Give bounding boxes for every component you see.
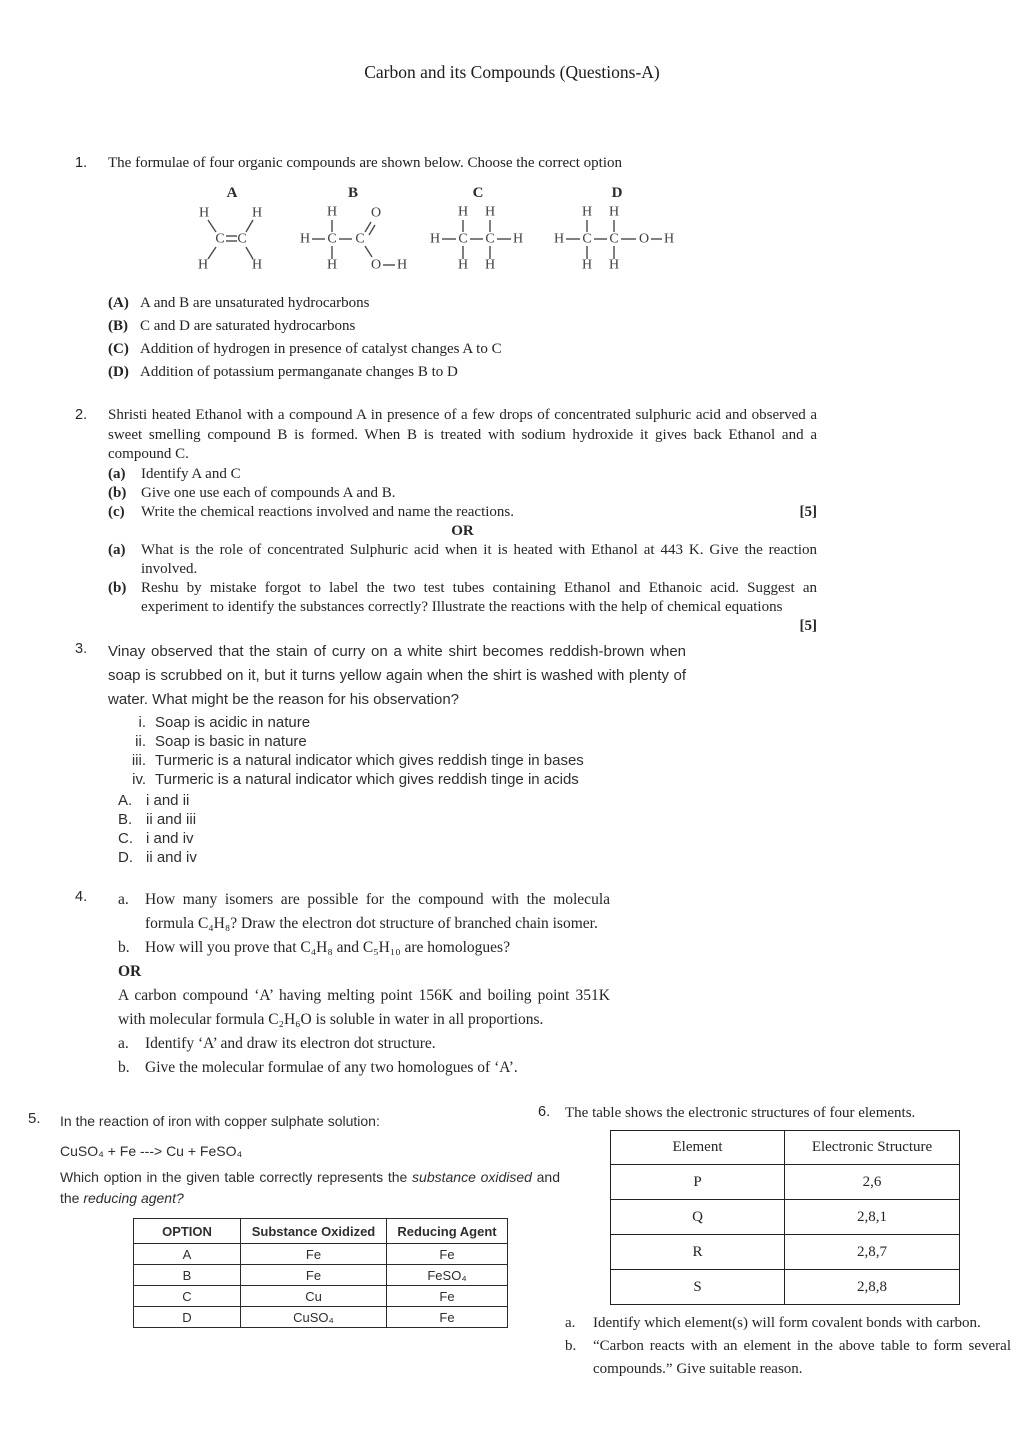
svg-text:B: B <box>347 185 359 201</box>
sub-text: Identify A and C <box>141 465 241 482</box>
svg-text:H: H <box>198 205 210 221</box>
svg-text:C: C <box>237 231 247 247</box>
electronic-structure-table <box>610 1130 960 1305</box>
question-2 <box>75 406 817 636</box>
table-cell: 2,8,1 <box>785 1200 960 1235</box>
sub-text: Identify ‘A’ and draw its electron dot structure. <box>145 1035 436 1052</box>
table-row <box>611 1165 960 1200</box>
question-6-number: 6. <box>538 1104 551 1120</box>
question-1-header <box>75 155 815 172</box>
svg-text:C: C <box>327 231 337 247</box>
question-3-options <box>108 791 686 867</box>
option-row <box>108 810 686 829</box>
sub-letter: (a) <box>108 541 126 558</box>
svg-text:H: H <box>608 204 620 220</box>
table-row <box>611 1270 960 1305</box>
sub-text: Give one use each of compounds A and B. <box>141 484 396 501</box>
option-letter: D. <box>118 849 133 866</box>
sub-text: How will you prove that C₄H₈ and C₅H₁₀ are homologues? <box>145 939 510 956</box>
table-cell: FeSO₄ <box>387 1265 508 1286</box>
option-text: ii and iii <box>146 811 197 828</box>
statement-text: Turmeric is a natural indicator which gives reddish tinge in bases <box>155 752 584 769</box>
table-cell: Fe <box>387 1244 508 1265</box>
question-3 <box>75 640 686 867</box>
statement-label: iv. <box>132 771 146 788</box>
svg-text:H: H <box>457 204 469 220</box>
option-letter: A. <box>118 792 133 809</box>
svg-text:H: H <box>326 257 338 273</box>
table-cell: 2,6 <box>785 1165 960 1200</box>
option-letter: (A) <box>108 295 129 311</box>
sub-letter: (b) <box>108 484 127 501</box>
option-text: i and iv <box>146 830 194 847</box>
question-6-intro: The table shows the electronic structures of four elements. <box>565 1105 916 1121</box>
table-header-cell: OPTION <box>134 1219 241 1244</box>
option-text: A and B are unsaturated hydrocarbons <box>140 295 370 311</box>
sub-text: How many isomers are possible for the compound with the molecula formula C₄H₈? Draw the electron dot structure of branched chain isomer. <box>145 891 610 932</box>
question-3-number: 3. <box>75 641 88 657</box>
question-1-options <box>108 292 808 384</box>
svg-text:C: C <box>472 185 484 201</box>
svg-text:H: H <box>197 257 209 273</box>
question-4-or-body: A carbon compound ‘A’ having melting point 156K and boiling point 351K with molecular formula C₂H₆O is soluble in water in all proportions. <box>118 987 610 1028</box>
page-title: Carbon and its Compounds (Questions-A) <box>364 62 660 82</box>
statement-text: Soap is acidic in nature <box>155 714 311 731</box>
question-4 <box>75 888 610 1080</box>
table-cell: Fe <box>241 1244 387 1265</box>
sub-letter: a. <box>118 1035 129 1052</box>
question-5-question <box>60 1167 560 1209</box>
sub-text: Give the molecular formulae of any two homologues of ‘A’. <box>145 1059 518 1076</box>
option-row <box>108 848 686 867</box>
sub-question <box>565 1335 1011 1381</box>
table-cell: Fe <box>241 1265 387 1286</box>
table-row <box>611 1235 960 1270</box>
sub-question <box>118 888 610 936</box>
sub-question <box>118 1032 610 1056</box>
option-text: Addition of hydrogen in presence of catalyst changes A to C <box>140 341 502 357</box>
svg-text:H: H <box>299 231 311 247</box>
svg-text:D: D <box>611 185 623 201</box>
statement-row <box>108 770 686 789</box>
question-5-question-italic2: reducing agent? <box>83 1190 184 1206</box>
question-3-body: Vinay observed that the stain of curry on a white shirt becomes reddish-brown when soap is scrubbed on it, but it turns yellow again when the shirt is washed with plenty of water. What might be the reason for his observation? <box>108 643 686 708</box>
sub-letter: (c) <box>108 503 125 520</box>
question-3-statements <box>108 713 686 789</box>
svg-text:C: C <box>582 231 592 247</box>
sub-letter: (b) <box>108 579 127 596</box>
statement-label: ii. <box>135 733 146 750</box>
table-cell: Fe <box>387 1286 508 1307</box>
organic-structures-diagram <box>180 180 700 285</box>
table-header-cell: Element <box>611 1131 785 1165</box>
sub-letter: (a) <box>108 465 126 482</box>
table-row <box>611 1200 960 1235</box>
question-6-subquestions <box>565 1312 1011 1381</box>
svg-text:H: H <box>251 205 263 221</box>
question-5-number: 5. <box>28 1110 41 1127</box>
svg-text:O: O <box>370 205 382 221</box>
or-separator: OR <box>118 963 142 980</box>
option-row <box>108 361 808 384</box>
svg-text:H: H <box>484 257 496 273</box>
sub-text: What is the role of concentrated Sulphuric acid when it is heated with Ethanol at 443 K. Give the reaction involved. <box>141 541 817 577</box>
table-row <box>134 1307 508 1328</box>
sub-question <box>108 541 817 579</box>
table-cell: C <box>134 1286 241 1307</box>
option-letter: B. <box>118 811 133 828</box>
statement-row <box>108 751 686 770</box>
question-5-question-pre: Which option in the given table correctly represents the <box>60 1169 413 1185</box>
option-row <box>108 292 808 315</box>
chemical-equation: CuSO₄ + Fe ---> Cu + FeSO₄ <box>60 1143 243 1159</box>
table-cell: R <box>611 1235 785 1270</box>
svg-text:O: O <box>638 231 650 247</box>
svg-text:C: C <box>609 231 619 247</box>
option-text: i and ii <box>146 792 190 809</box>
svg-text:H: H <box>512 231 524 247</box>
table-cell: 2,8,8 <box>785 1270 960 1305</box>
sub-question <box>108 484 817 503</box>
sub-text: Identify which element(s) will form covalent bonds with carbon. <box>593 1315 981 1331</box>
svg-text:H: H <box>608 257 620 273</box>
table-row <box>134 1265 508 1286</box>
sub-text: Write the chemical reactions involved and name the reactions. <box>141 503 514 520</box>
sub-letter: a. <box>118 891 129 908</box>
sub-question <box>108 579 817 617</box>
oxidation-table <box>133 1218 508 1328</box>
option-text: ii and iv <box>146 849 197 866</box>
sub-question <box>118 936 610 960</box>
or-separator: OR <box>451 522 474 539</box>
svg-text:H: H <box>663 231 675 247</box>
table-cell: P <box>611 1165 785 1200</box>
question-4-number: 4. <box>75 889 88 905</box>
svg-text:H: H <box>251 257 263 273</box>
svg-text:C: C <box>485 231 495 247</box>
statement-label: i. <box>138 714 146 731</box>
sub-question <box>108 465 817 484</box>
table-cell: 2,8,7 <box>785 1235 960 1270</box>
svg-text:O: O <box>370 257 382 273</box>
table-header-cell: Reducing Agent <box>387 1219 508 1244</box>
question-6 <box>538 1104 1011 1381</box>
question-2-body: Shristi heated Ethanol with a compound A in presence of a few drops of concentrated sulphuric acid and observed a sweet smelling compound B is formed. When B is treated with sodium hydroxide it gives back Ethanol and a compound C. <box>108 407 817 462</box>
table-header-cell: Substance Oxidized <box>241 1219 387 1244</box>
svg-text:C: C <box>458 231 468 247</box>
question-1-number: 1. <box>75 155 88 171</box>
table-cell: Q <box>611 1200 785 1235</box>
option-letter: (D) <box>108 364 129 380</box>
table-cell: A <box>134 1244 241 1265</box>
option-text: Addition of potassium permanganate changes B to D <box>140 364 458 380</box>
option-letter: (B) <box>108 318 128 334</box>
option-text: C and D are saturated hydrocarbons <box>140 318 356 334</box>
sub-letter: b. <box>118 939 130 956</box>
table-header-row <box>611 1131 960 1165</box>
sub-text: “Carbon reacts with an element in the above table to form several compounds.” Give suitable reason. <box>593 1338 1011 1377</box>
svg-text:H: H <box>396 257 408 273</box>
option-letter: C. <box>118 830 133 847</box>
svg-text:H: H <box>581 257 593 273</box>
marks-badge: [5] <box>799 617 817 634</box>
sub-letter: b. <box>565 1338 577 1354</box>
option-row <box>108 338 808 361</box>
option-row <box>108 829 686 848</box>
sub-letter: a. <box>565 1315 576 1331</box>
table-cell: Fe <box>387 1307 508 1328</box>
svg-text:C: C <box>355 231 365 247</box>
svg-text:H: H <box>553 231 565 247</box>
svg-text:H: H <box>326 204 338 220</box>
svg-text:H: H <box>484 204 496 220</box>
table-row <box>134 1286 508 1307</box>
svg-text:H: H <box>429 231 441 247</box>
question-2-number: 2. <box>75 407 88 423</box>
table-cell: B <box>134 1265 241 1286</box>
table-header-row <box>134 1219 508 1244</box>
sub-question <box>118 1056 610 1080</box>
svg-text:A: A <box>226 185 238 201</box>
statement-row <box>108 713 686 732</box>
sub-text: Reshu by mistake forgot to label the two test tubes containing Ethanol and Ethanoic acid. Suggest an experiment to identify the substances correctly? Illustrate the reactions with the help of chemical equations <box>141 579 817 615</box>
table-cell: Cu <box>241 1286 387 1307</box>
option-letter: (C) <box>108 341 129 357</box>
svg-text:H: H <box>457 257 469 273</box>
statement-label: iii. <box>131 752 146 769</box>
option-row <box>108 791 686 810</box>
marks-badge: [5] <box>799 503 817 520</box>
table-cell: CuSO₄ <box>241 1307 387 1328</box>
svg-text:H: H <box>581 204 593 220</box>
question-5-question-mid: and the <box>60 1169 560 1206</box>
table-cell: S <box>611 1270 785 1305</box>
statement-row <box>108 732 686 751</box>
statement-text: Turmeric is a natural indicator which gives reddish tinge in acids <box>155 771 579 788</box>
option-row <box>108 315 808 338</box>
sub-question <box>565 1312 1011 1335</box>
table-cell: D <box>134 1307 241 1328</box>
sub-question <box>108 503 817 522</box>
statement-text: Soap is basic in nature <box>155 733 307 750</box>
table-row <box>134 1244 508 1265</box>
table-header-cell: Electronic Structure <box>785 1131 960 1165</box>
question-5 <box>28 1110 565 1328</box>
sub-letter: b. <box>118 1059 130 1076</box>
question-5-intro: In the reaction of iron with copper sulphate solution: <box>60 1113 380 1129</box>
question-5-question-italic1: substance oxidised <box>412 1169 532 1185</box>
question-1-prompt: The formulae of four organic compounds are shown below. Choose the correct option <box>108 155 623 171</box>
svg-text:C: C <box>215 231 225 247</box>
